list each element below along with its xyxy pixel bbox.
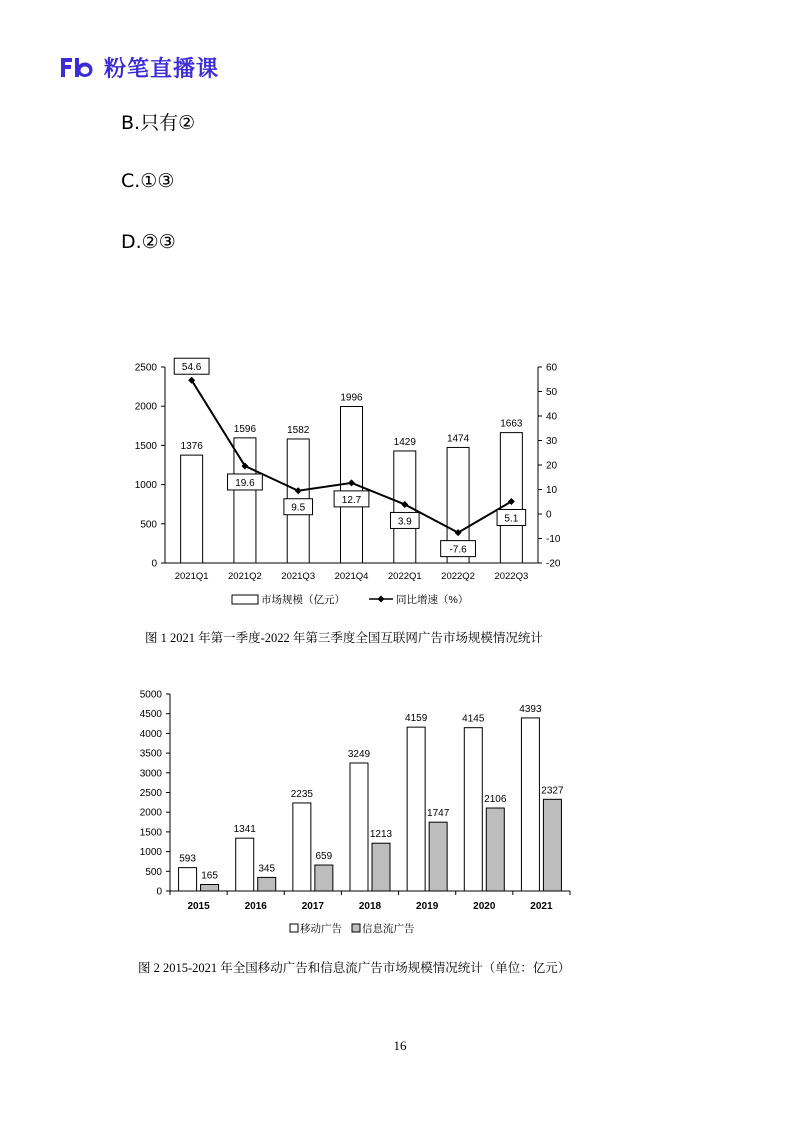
chart-internet-ad-market	[0, 345, 800, 625]
bar-mobile-ad-label: 2235	[290, 788, 313, 800]
x-tick-label: 2021Q4	[334, 571, 369, 582]
bar-mobile-ad	[236, 838, 254, 891]
bar-mobile-ad	[464, 728, 482, 891]
bar-value-label: 1663	[500, 418, 523, 430]
bar-market-size	[234, 438, 256, 563]
bar-feed-ad-label: 659	[315, 851, 333, 863]
figure-2-caption: 图 2 2015-2021 年全国移动广告和信息流广告市场规模情况统计（单位：亿元）	[138, 961, 571, 975]
line-value-label: 9.5	[291, 502, 306, 514]
bar-value-label: 1474	[446, 433, 470, 445]
bar-mobile-ad-label: 1341	[233, 824, 256, 836]
bar-mobile-ad-label: 593	[179, 853, 196, 865]
bar-value-label: 1582	[287, 424, 310, 436]
y-tick-label: 3000	[139, 768, 162, 780]
figure-1-caption: 图 1 2021 年第一季度-2022 年第三季度全国互联网广告市场规模情况统计	[145, 631, 543, 645]
x-tick-label: 2022Q2	[441, 571, 475, 582]
bar-market-size	[181, 455, 203, 563]
y-tick-label: 0	[151, 558, 157, 570]
y-tick-label: 3500	[139, 748, 162, 760]
bar-mobile-ad	[179, 868, 197, 891]
y-tick-label: 2500	[139, 788, 162, 799]
y2-tick-label: 50	[546, 387, 558, 398]
y-tick-label: 500	[145, 866, 162, 878]
bar-feed-ad	[486, 808, 504, 891]
bar-mobile-ad-label: 4159	[405, 713, 428, 725]
legend-bar-label: 市场规模（亿元）	[261, 594, 345, 606]
y-tick-label: 2500	[134, 362, 157, 374]
bar-market-size	[500, 433, 522, 563]
logo-brand-text: 粉笔直播课	[104, 56, 220, 82]
x-tick-label: 2022Q1	[387, 571, 422, 582]
y-tick-label: 1000	[134, 480, 157, 492]
x-tick-label: 2015	[187, 901, 210, 912]
bar-mobile-ad	[521, 718, 539, 891]
line-value-label: 5.1	[504, 513, 519, 525]
bar-feed-ad	[372, 843, 390, 891]
bar-feed-ad-label: 1213	[369, 829, 393, 841]
bar-value-label: 1596	[233, 423, 257, 435]
legend-feed-swatch	[352, 924, 360, 932]
bar-mobile-ad-label: 4393	[519, 703, 542, 715]
y2-tick-label: 30	[546, 436, 558, 447]
legend-feed-label: 信息流广告	[362, 923, 415, 935]
bar-feed-ad-label: 1747	[427, 808, 450, 820]
y-tick-label: 2000	[139, 807, 162, 819]
y-tick-label: 4500	[139, 709, 162, 721]
legend-line-marker	[378, 596, 385, 603]
bar-feed-ad-label: 2106	[484, 794, 507, 806]
bar-mobile-ad-label: 4145	[462, 713, 485, 725]
bar-mobile-ad	[350, 763, 368, 891]
y-tick-label: 1000	[139, 847, 162, 859]
option-c: C.①③	[121, 170, 175, 192]
bar-feed-ad-label: 345	[258, 863, 276, 875]
legend-mobile-swatch	[290, 924, 298, 932]
legend-mobile-label: 移动广告	[300, 923, 342, 935]
y-tick-label: 0	[156, 886, 162, 898]
chart-mobile-feed-ad-market	[0, 680, 800, 950]
bar-feed-ad-label: 165	[201, 870, 218, 882]
bar-feed-ad	[258, 877, 276, 891]
x-tick-label: 2016	[244, 901, 267, 912]
y2-tick-label: -20	[546, 558, 561, 570]
y2-tick-label: 10	[546, 485, 558, 496]
line-value-label: 19.6	[235, 477, 255, 489]
line-value-label: 12.7	[341, 494, 362, 506]
y-tick-label: 5000	[139, 689, 162, 701]
legend-bar-swatch	[232, 595, 258, 604]
x-tick-label: 2021Q3	[281, 571, 316, 582]
option-b: B.只有②	[121, 112, 196, 134]
bar-value-label: 1996	[340, 392, 363, 404]
x-tick-label: 2021Q1	[174, 571, 209, 582]
y-tick-label: 1500	[139, 827, 162, 839]
y2-tick-label: 60	[546, 362, 558, 374]
bar-feed-ad	[315, 865, 333, 891]
bar-feed-ad-label: 2327	[541, 785, 564, 797]
y2-tick-label: -10	[546, 534, 561, 545]
option-d: D.②③	[121, 231, 176, 253]
legend-line-label: 同比增速（%）	[396, 594, 469, 606]
x-tick-label: 2022Q3	[494, 571, 529, 582]
bar-feed-ad	[201, 884, 219, 891]
bar-value-label: 1376	[180, 441, 203, 453]
bar-mobile-ad	[407, 727, 425, 891]
x-tick-label: 2018	[358, 901, 382, 912]
y-tick-label: 2000	[134, 401, 157, 413]
y-tick-label: 4000	[139, 728, 162, 740]
x-tick-label: 2021Q2	[228, 571, 262, 582]
fenbi-logo-mark-icon	[58, 54, 98, 80]
page-number: 16	[393, 1038, 407, 1053]
y2-tick-label: 40	[546, 411, 558, 423]
fenbi-logo	[58, 52, 219, 82]
bar-feed-ad	[429, 822, 447, 891]
y-tick-label: 500	[140, 519, 157, 531]
bar-mobile-ad-label: 3249	[347, 748, 371, 760]
x-tick-label: 2021	[530, 901, 553, 912]
line-value-label: -7.6	[449, 544, 467, 556]
x-tick-label: 2020	[473, 901, 496, 912]
x-tick-label: 2017	[301, 901, 324, 912]
y2-tick-label: 0	[546, 509, 552, 521]
bar-value-label: 1429	[393, 436, 416, 448]
line-value-label: 3.9	[397, 516, 412, 528]
y2-tick-label: 20	[546, 460, 558, 472]
bar-mobile-ad	[293, 803, 311, 891]
x-tick-label: 2019	[416, 901, 439, 912]
y-tick-label: 1500	[134, 440, 157, 452]
line-value-label: 54.6	[181, 362, 202, 374]
bar-feed-ad	[543, 799, 561, 891]
